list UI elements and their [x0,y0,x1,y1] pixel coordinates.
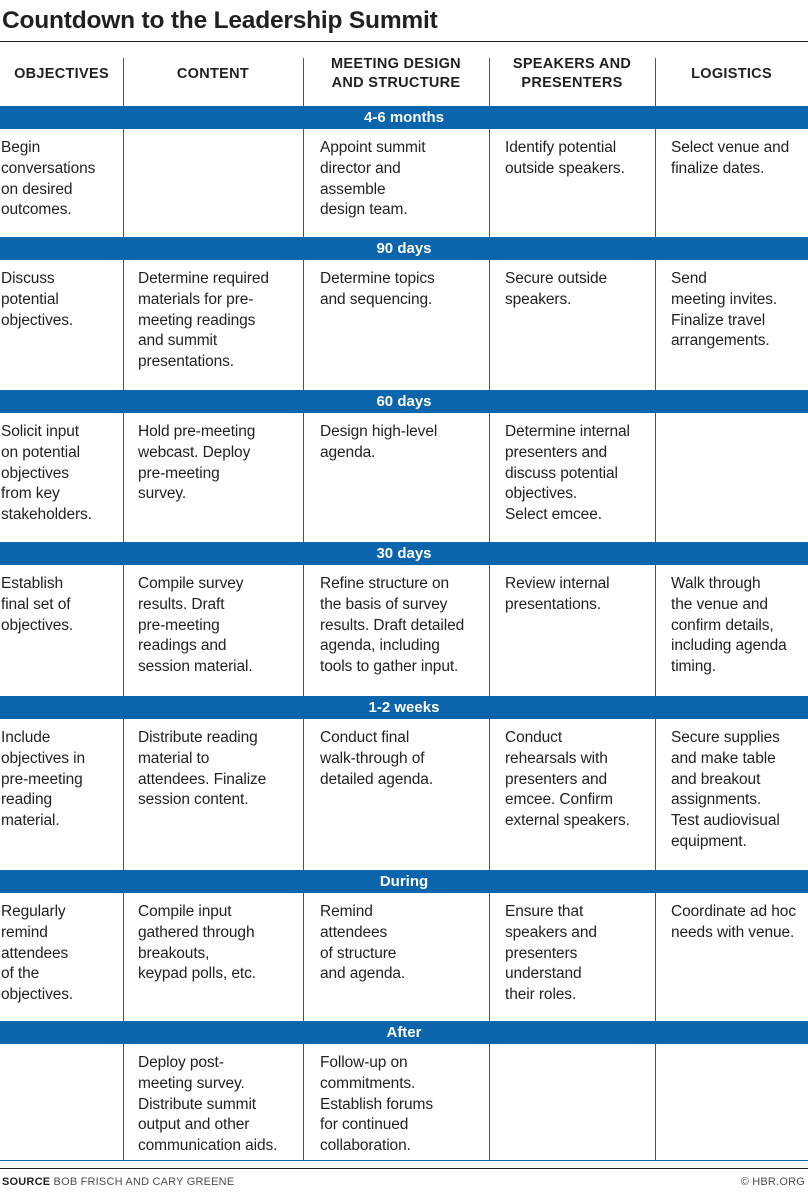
column-divider [303,565,304,696]
source-note [2,1176,234,1188]
cell-logistics: Walk through the venue and confirm details, including agenda timing. [671,575,787,676]
column-divider [303,1044,304,1160]
column-header-content: CONTENT [176,65,250,82]
phase-band: 30 days [0,542,808,565]
cell-speakers: Conduct rehearsals with presenters and emcee. Confirm external speakers. [505,729,630,830]
cell-content: Determine required materials for pre- meeting readings and summit presentations. [138,270,269,371]
cell-objectives: Establish final set of objectives. [1,575,74,634]
footer-rule [0,1168,808,1169]
column-divider [303,58,304,106]
phase-band: 60 days [0,390,808,413]
column-divider [489,893,490,1021]
column-header-objectives: OBJECTIVES [14,65,109,82]
cell-objectives: Regularly remind attendees of the objectives. [1,903,74,1004]
cell-logistics: Select venue and finalize dates. [671,139,790,177]
cell-content: Compile input gathered through breakouts, keypad polls, etc. [138,903,256,983]
table-bottom-rule [0,1160,808,1161]
column-divider [123,129,124,237]
copyright-credit: © HBR.ORG [740,1176,805,1188]
phase-band: 1-2 weeks [0,696,808,719]
column-divider [123,260,124,390]
phase-band: During [0,870,808,893]
cell-objectives: Solicit input on potential objectives from key stakeholders. [1,423,92,524]
page-title: Countdown to the Leadership Summit [2,7,438,34]
column-divider [655,129,656,237]
cell-meeting-design: Design high-level agenda. [320,423,438,461]
column-divider [303,719,304,870]
column-divider [123,893,124,1021]
column-divider [655,893,656,1021]
cell-meeting-design: Remind attendees of structure and agenda. [320,903,406,983]
column-divider [489,260,490,390]
cell-content: Hold pre-meeting webcast. Deploy pre-meeting survey. [138,423,256,503]
cell-meeting-design: Determine topics and sequencing. [320,270,435,308]
column-divider [303,129,304,237]
cell-content: Distribute reading material to attendees. Finalize session content. [138,729,267,809]
column-divider [303,893,304,1021]
source-text: BOB FRISCH AND CARY GREENE [53,1176,235,1188]
cell-meeting-design: Follow-up on commitments. Establish forums for continued collaboration. [320,1054,433,1155]
column-divider [489,565,490,696]
column-divider [655,58,656,106]
column-divider [655,1044,656,1160]
column-divider [655,719,656,870]
cell-speakers: Secure outside speakers. [505,270,607,308]
cell-content: Compile survey results. Draft pre-meeting readings and session material. [138,575,253,676]
cell-speakers: Ensure that speakers and presenters understand their roles. [505,903,597,1004]
phase-band: 4-6 months [0,106,808,129]
cell-speakers: Determine internal presenters and discuss potential objectives. Select emcee. [505,423,630,524]
column-divider [123,413,124,542]
column-divider [123,58,124,106]
cell-objectives: Discuss potential objectives. [1,270,74,329]
column-header-logistics: LOGISTICS [691,65,772,82]
cell-content: Deploy post- meeting survey. Distribute summit output and other communication aids. [138,1054,278,1155]
cell-objectives: Include objectives in pre-meeting reading material. [1,729,85,830]
column-divider [489,129,490,237]
title-rule [0,41,808,42]
phase-band: After [0,1021,808,1044]
cell-meeting-design: Refine structure on the basis of survey results. Draft detailed agenda, including tools to gather input. [320,575,465,676]
column-divider [489,719,490,870]
column-divider [123,1044,124,1160]
source-label: SOURCE [2,1176,51,1188]
column-divider [489,58,490,106]
column-header-meeting-design: MEETING DESIGN AND STRUCTURE [331,56,461,91]
column-divider [123,565,124,696]
column-header-speakers: SPEAKERS AND PRESENTERS [512,56,632,91]
cell-meeting-design: Conduct final walk-through of detailed agenda. [320,729,434,788]
column-divider [303,413,304,542]
cell-speakers: Review internal presentations. [505,575,610,613]
column-divider [655,413,656,542]
cell-logistics: Send meeting invites. Finalize travel arrangements. [671,270,778,350]
column-divider [123,719,124,870]
cell-logistics: Coordinate ad hoc needs with venue. [671,903,796,941]
cell-objectives: Begin conversations on desired outcomes. [1,139,96,219]
column-divider [655,565,656,696]
column-divider [489,1044,490,1160]
cell-speakers: Identify potential outside speakers. [505,139,625,177]
cell-logistics: Secure supplies and make table and breakout assignments. Test audiovisual equipment. [671,729,780,850]
column-divider [303,260,304,390]
phase-band: 90 days [0,237,808,260]
column-divider [655,260,656,390]
column-divider [489,413,490,542]
cell-meeting-design: Appoint summit director and assemble design team. [320,139,426,219]
